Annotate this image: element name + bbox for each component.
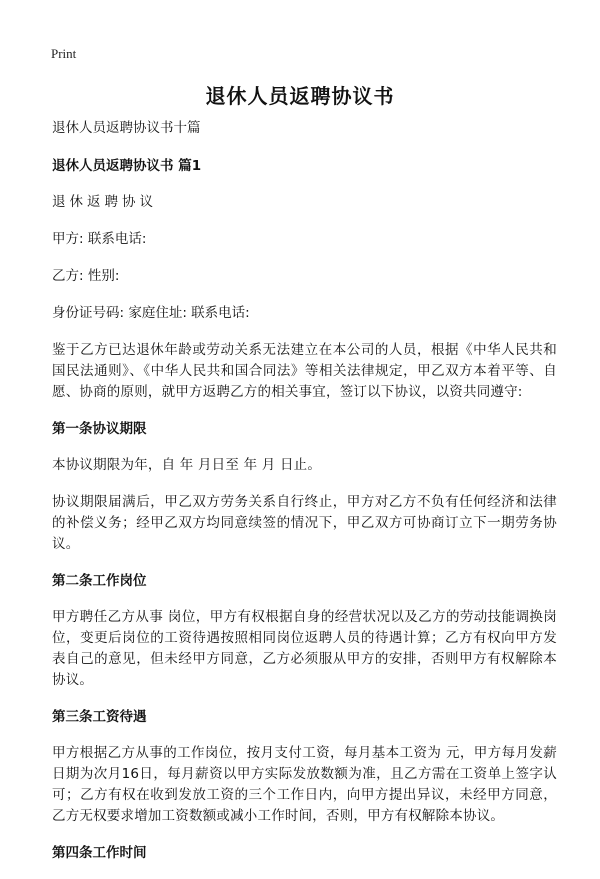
article-3-paragraph-1: 甲方根据乙方从事的工作岗位，按月支付工资，每月基本工资为 元，甲方每月发薪日期为次月16日，每月薪资以甲方实际发放数额为准，且乙方需在工资单上签字认可；乙方有权在收到发放工资的三个工作日内，向甲方提出异议，未经甲方同意，乙方无权要求增加工资数额或减小工作时间，否则，甲方有权解除本协议。 (52, 745, 557, 824)
party-a-line: 甲方: 联系电话: (52, 231, 147, 247)
article-3-heading: 第三条工资待遇 (52, 709, 147, 725)
article-2-heading: 第二条工作岗位 (52, 573, 147, 589)
article-2-paragraph-1: 甲方聘任乙方从事 岗位，甲方有权根据自身的经营状况以及乙方的劳动技能调换岗位，变更后岗位的工资待遇按照相同岗位返聘人员的待遇计算；乙方有权向甲方发表自己的意见，但未经甲方同意，乙方必须服从甲方的安排，否则甲方有权解除本协议。 (52, 609, 557, 688)
section-heading: 退休人员返聘协议书 篇1 (52, 158, 202, 174)
preamble-paragraph: 鉴于乙方已达退休年龄或劳动关系无法建立在本公司的人员，根据《中华人民共和国民法通则》、《中华人民共和国合同法》等相关法律规定，甲乙双方本着平等、自愿、协商的原则，就甲方返聘乙方的相关事宜，签订以下协议，以资共同遵守: (52, 342, 557, 400)
article-4-heading: 第四条工作时间 (52, 845, 147, 861)
page-title: 退休人员返聘协议书 (205, 84, 395, 108)
document-body (52, 118, 557, 879)
article-1-paragraph-1: 本协议期限为年，自 年 月日至 年 月 日止。 (52, 457, 322, 473)
print-link[interactable]: Print (51, 46, 77, 61)
agreement-name: 退休返聘协议 (52, 194, 157, 210)
document-subtitle: 退休人员返聘协议书十篇 (52, 120, 201, 136)
id-line: 身份证号码: 家庭住址: 联系电话: (52, 305, 250, 321)
article-1-paragraph-2: 协议期限届满后，甲乙双方劳务关系自行终止，甲方对乙方不负有任何经济和法律的补偿义务；经甲乙双方均同意续签的情况下，甲乙双方可协商订立下一期劳务协议。 (52, 494, 557, 552)
party-b-line: 乙方: 性别: (52, 268, 120, 284)
article-1-heading: 第一条协议期限 (52, 421, 147, 437)
